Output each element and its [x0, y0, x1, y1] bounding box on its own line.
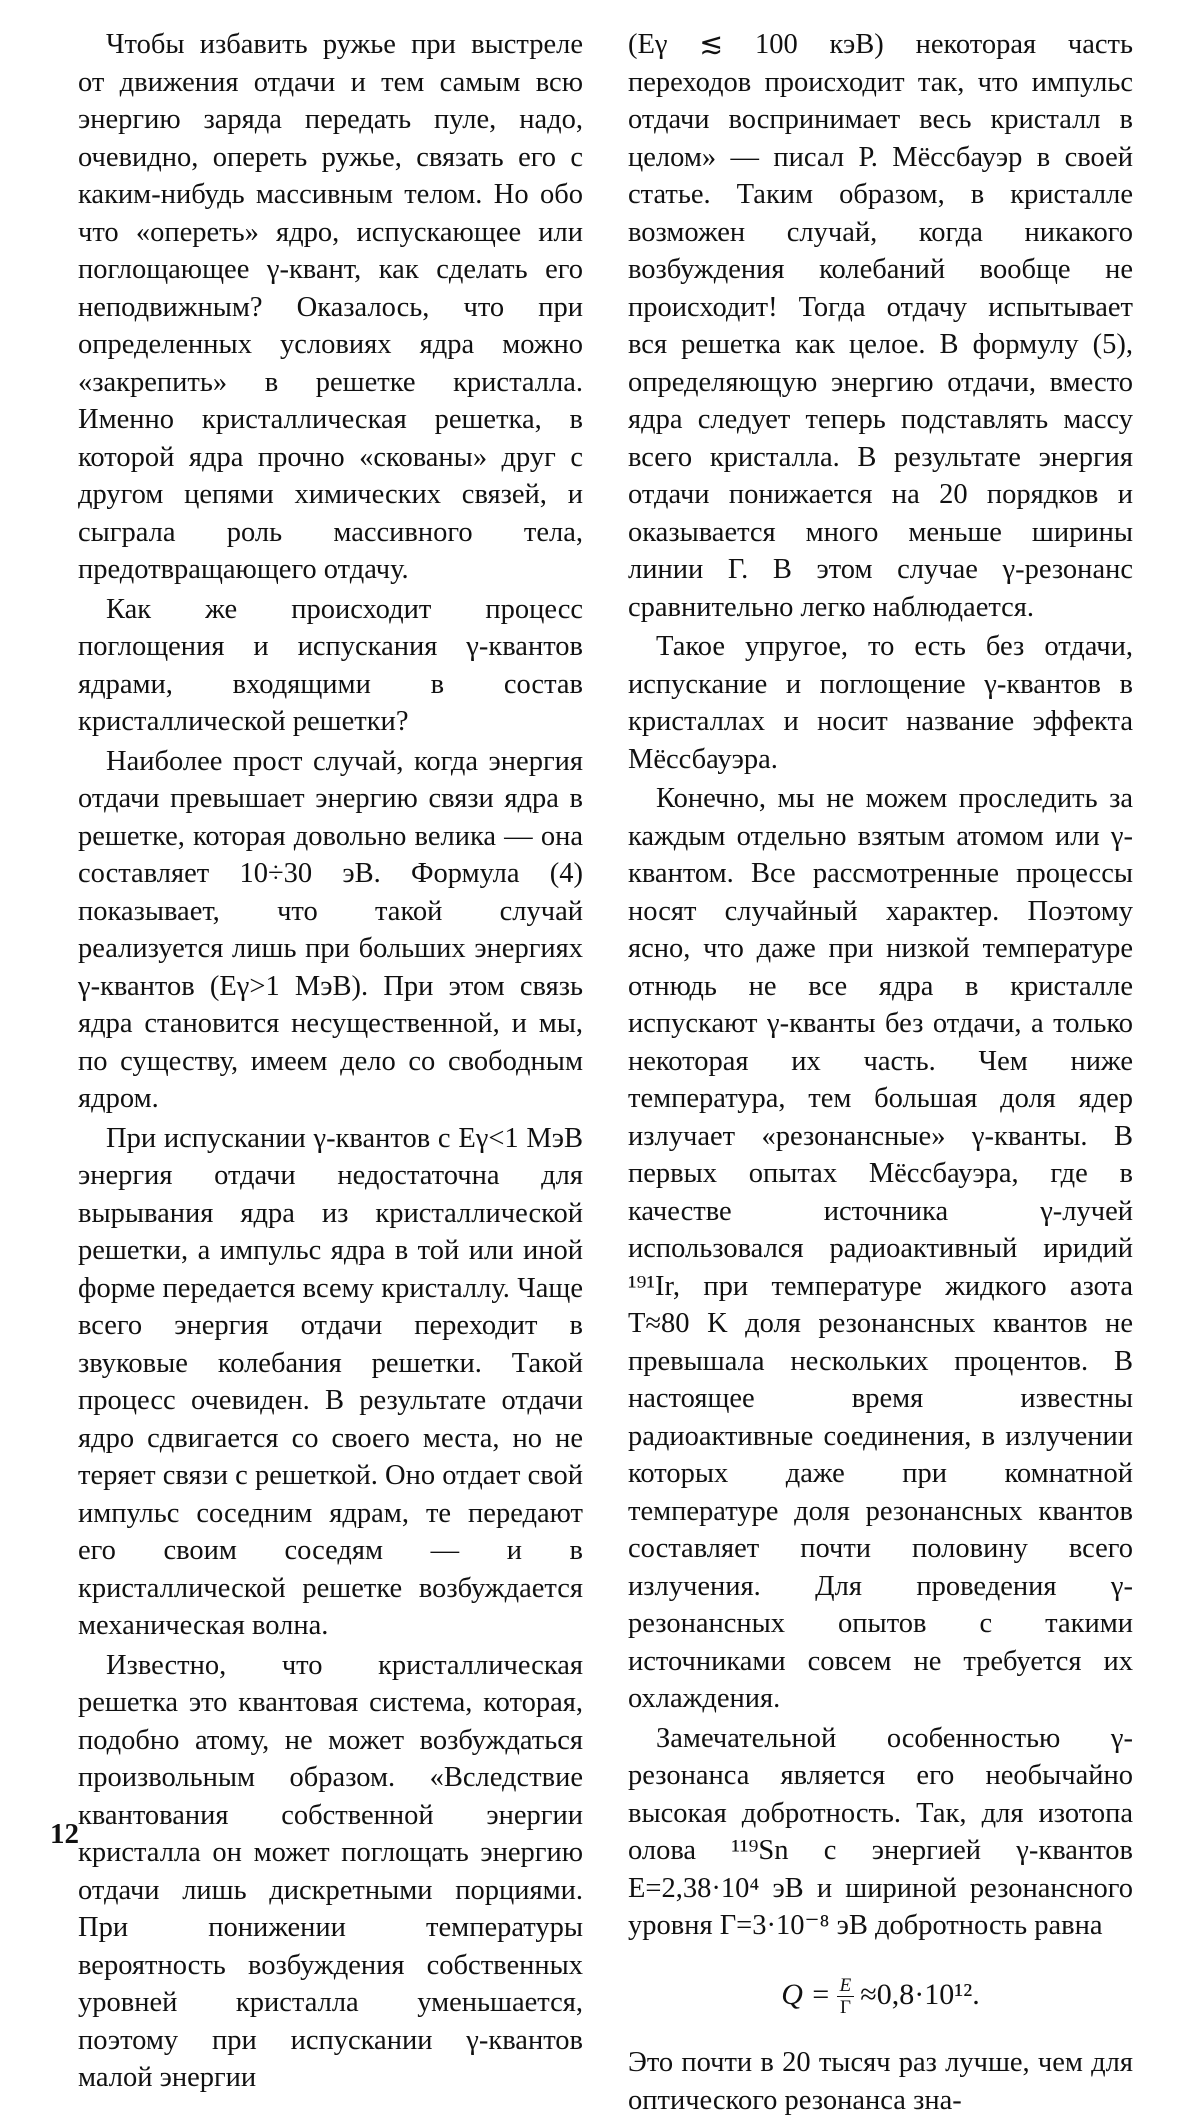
- paragraph: Это почти в 20 тысяч раз лучше, чем для оптического резонанса зна-: [628, 2047, 1133, 2116]
- paragraph: Конечно, мы не можем проследить за каждым отдельно взятым атомом или γ-квантом. Все рассмотренные процессы носят случайный характер. Поэтому ясно, что даже при низкой температуре отнюдь не все ядра в кристалле испускают γ-кванты без отдачи, а только некоторая их часть. Чем ниже температура, тем большая доля ядер излучает «резонансные» γ-кванты. В первых опытах Мёссбауэра, где в качестве источника γ-лучей использовался радиоактивный иридий ¹⁹¹Ir, при температуре жидкого азота T≈80 K доля резонансных квантов не превышала нескольких процентов. В настоящее время известны радиоактивные соединения, в излучении которых даже при комнатной температуре доля резонансных квантов составляет почти половину всего излучения. Для проведения γ-резонансных опытов с такими источниками совсем не требуется их охлаждения.: [628, 783, 1133, 1714]
- paragraph: Такое упругое, то есть без отдачи, испускание и поглощение γ-квантов в кристаллах и носит название эффекта Мёссбауэра.: [628, 631, 1133, 775]
- paragraph: Наиболее прост случай, когда энергия отдачи превышает энергию связи ядра в решетке, которая довольно велика — она составляет 10÷30 эВ. Формула (4) показывает, что такой случай реализуется лишь при больших энергиях γ-квантов (Eγ>1 МэВ). При этом связь ядра становится несущественной, и мы, по существу, имеем дело со свободным ядром.: [78, 745, 583, 1114]
- paragraph: Замечательной особенностью γ-резонанса является его необычайно высокая добротность. Так, для изотопа олова ¹¹⁹Sn с энергией γ-квантов E=2,38·10⁴ эВ и шириной резонансного уровня Г=3·10⁻⁸ эВ добротность равна: [628, 1722, 1133, 1941]
- right-column: [628, 26, 1133, 2119]
- formula-lhs: Q =: [781, 1977, 831, 2011]
- paragraph: Чтобы избавить ружье при выстреле от движения отдачи и тем самым всю энергию заряда передать пуле, надо, очевидно, опереть ружье, связать его с каким-нибудь массивным телом. Но обо что «опереть» ядро, испускающее или поглощающее γ-квант, как сделать его неподвижным? Оказалось, что при определенных условиях ядра можно «закрепить» в решетке кристалла. Именно кристаллическая решетка, в которой ядра прочно «скованы» друг с другом цепями химических связей, и сыграла роль массивного тела, предотвращающего отдачу.: [78, 29, 583, 585]
- paragraph: Как же происходит процесс поглощения и испускания γ-квантов ядрами, входящими в состав кристаллической решетки?: [78, 593, 583, 737]
- paragraph: Известно, что кристаллическая решетка это квантовая система, которая, подобно атому, не может возбуждаться произвольным образом. «Вследствие квантования собственной энергии кристалла он может поглощать энергию отдачи лишь дискретными порциями. При понижении температуры вероятность возбуждения собственных уровней кристалла уменьшается, поэтому при испускании γ-квантов малой энергии: [78, 1649, 583, 2093]
- formula-rhs: ≈0,8·10¹².: [860, 1977, 980, 2011]
- page-number: 12: [50, 1818, 79, 1850]
- left-column: [78, 26, 583, 2097]
- quality-factor-formula: [628, 1975, 1133, 2019]
- paragraph: (Eγ ≲ 100 кэВ) некоторая часть переходов происходит так, что импульс отдачи воспринимает весь кристалл в целом» — писал Р. Мёссбауэр в своей статье. Таким образом, в кристалле возможен случай, когда никакого возбуждения колебаний вообще не происходит! Тогда отдачу испытывает вся решетка как целое. В формулу (5), определяющую энергию отдачи, вместо ядра следует теперь подставлять массу всего кристалла. В результате энергия отдачи понижается на 20 порядков и оказывается много меньше ширины линии Г. В этом случае γ-резонанс сравнительно легко наблюдается.: [628, 29, 1133, 623]
- formula-denominator: Г: [839, 1997, 851, 2019]
- paragraph: При испускании γ-квантов с Eγ<1 МэВ энергия отдачи недостаточна для вырывания ядра из кристаллической решетки, а импульс ядра в той или иной форме передается всему кристаллу. Чаще всего энергия отдачи переходит в звуковые колебания решетки. Такой процесс очевиден. В результате отдачи ядро сдвигается со своего места, но не теряет связи с решеткой. Оно отдает свой импульс соседним ядрам, те передают его своим соседям — и в кристаллической решетке возбуждается механическая волна.: [78, 1122, 583, 1641]
- formula-numerator: E: [837, 1975, 855, 1997]
- formula-fraction: [837, 1975, 855, 2018]
